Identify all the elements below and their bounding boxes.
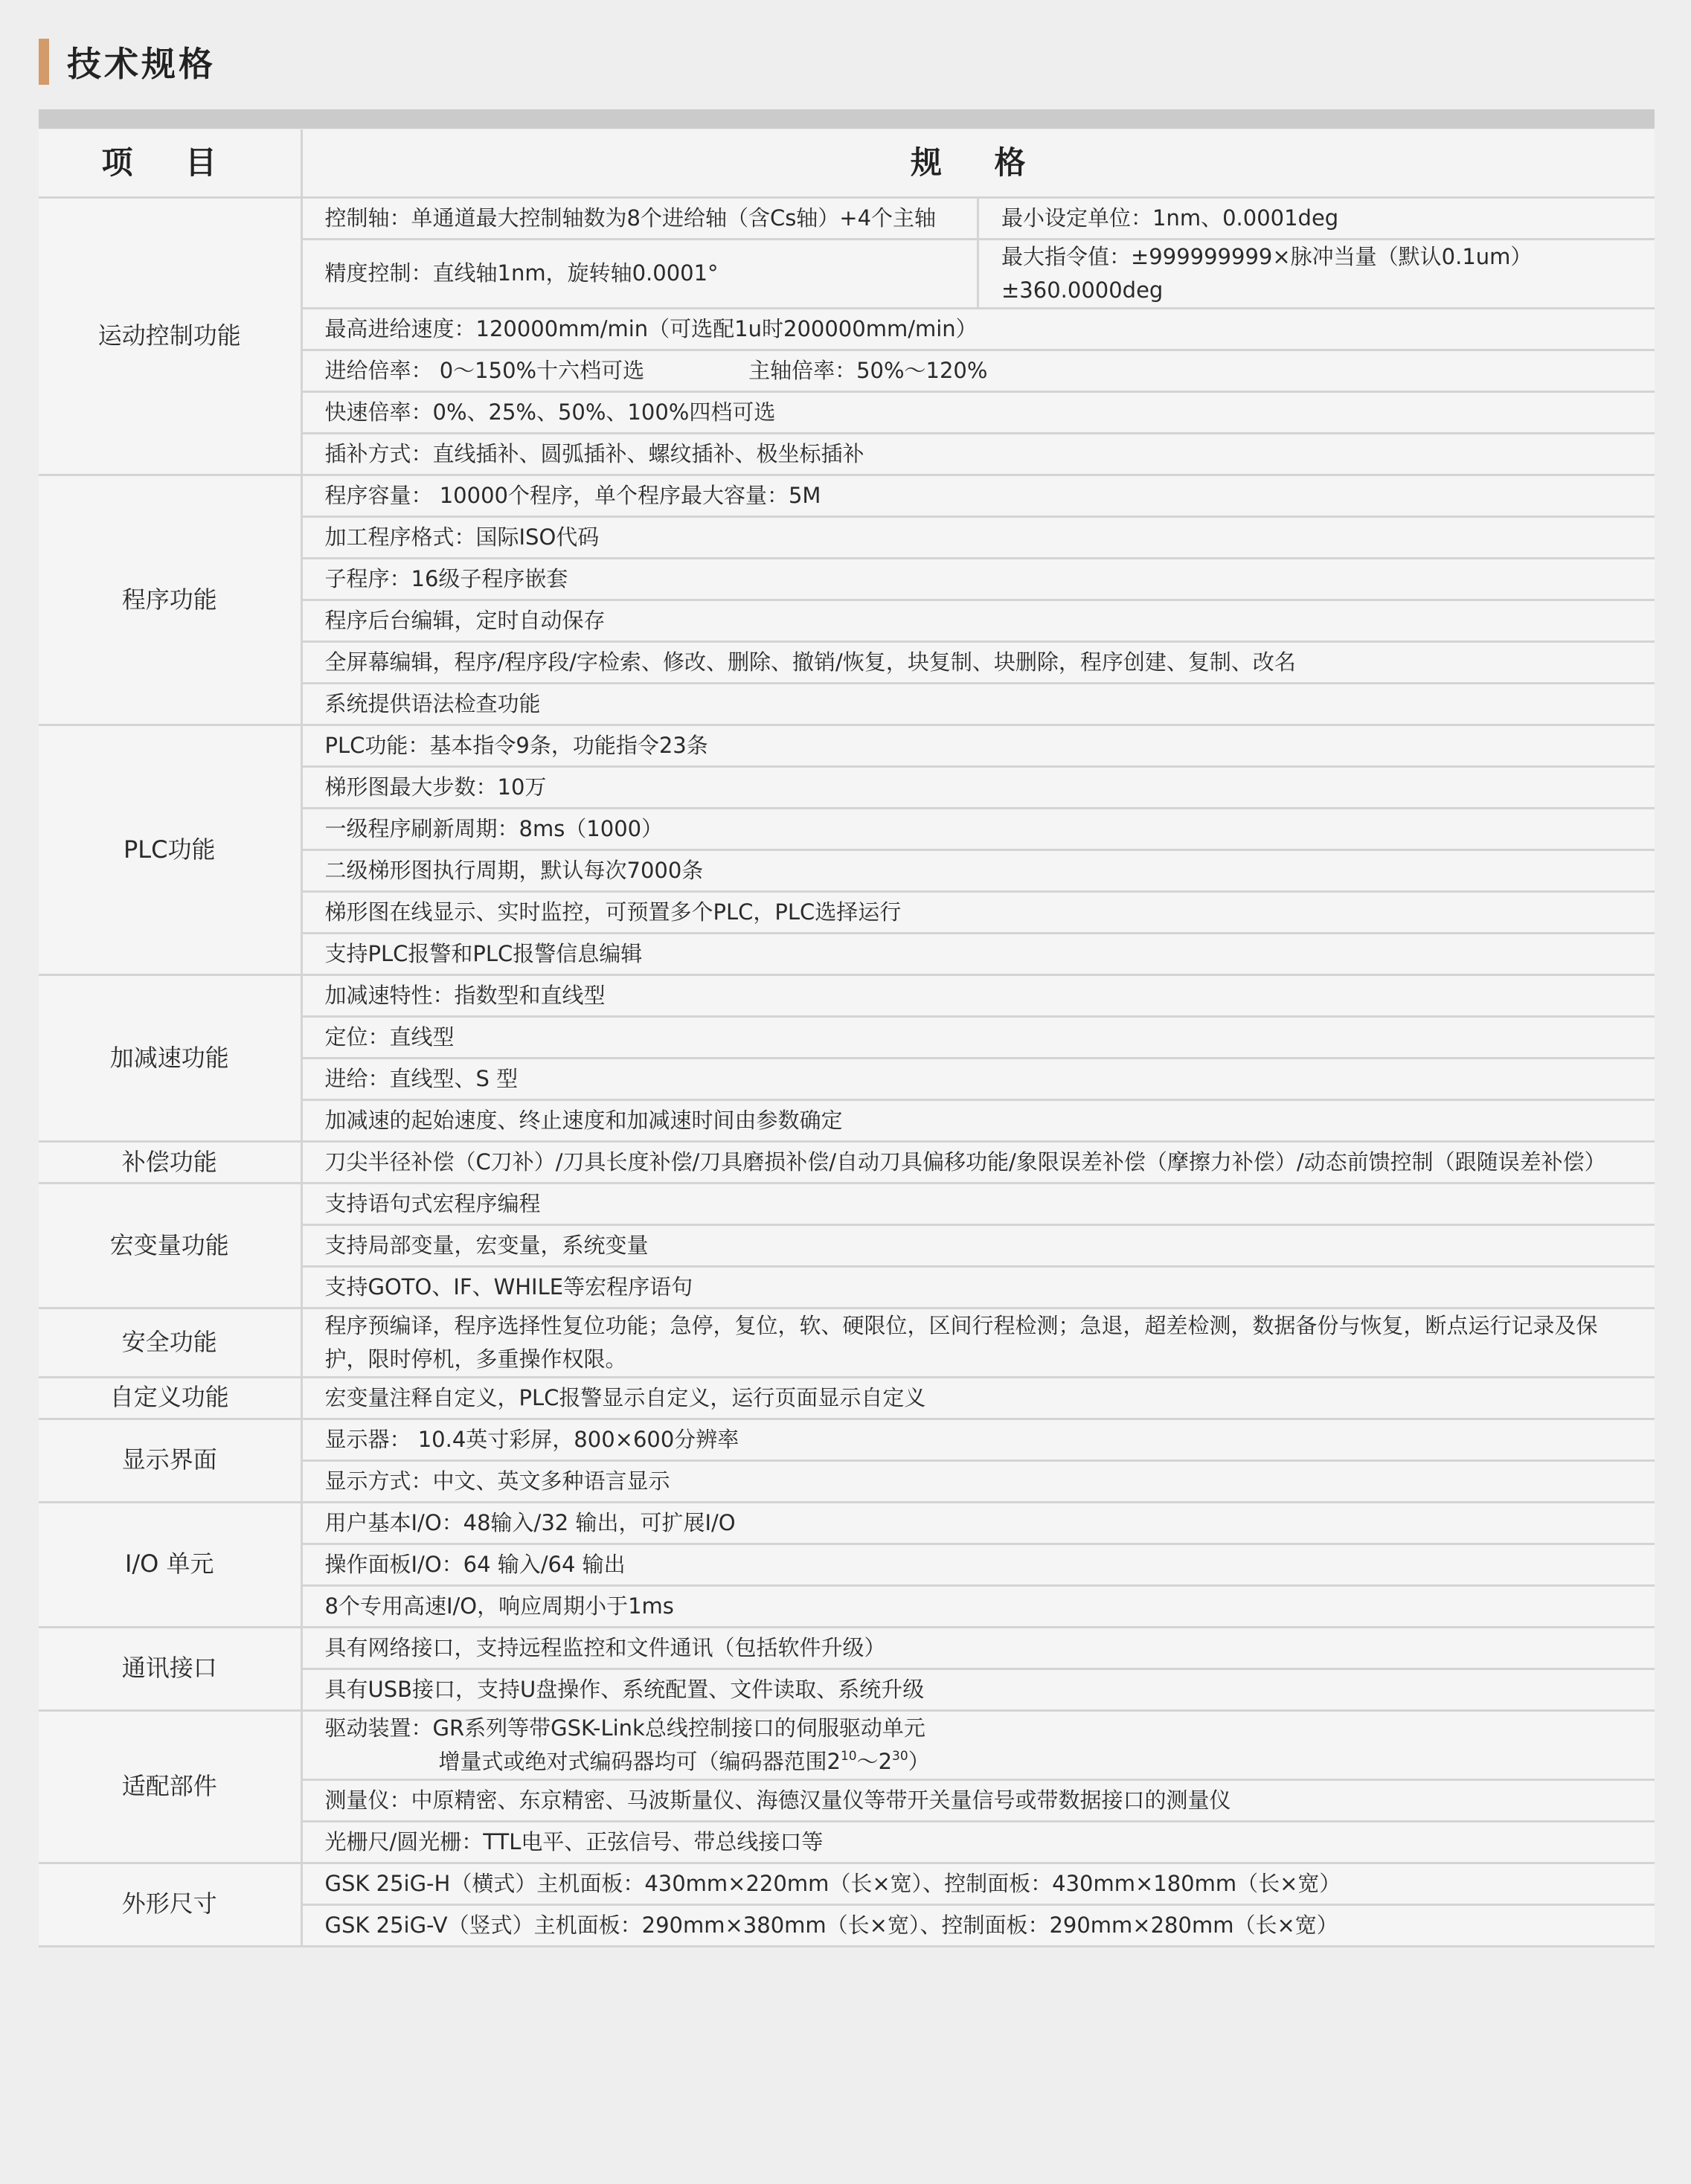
table-row <box>39 475 1655 516</box>
table-row <box>39 1710 1655 1779</box>
category-program: 程序功能 <box>39 475 301 725</box>
drive-text: 驱动装置：GR系列等带GSK-Link总线控制接口的伺服驱动单元 <box>324 1715 925 1741</box>
category-io: I/O 单元 <box>39 1502 301 1627</box>
category-comp: 补偿功能 <box>39 1141 301 1183</box>
spec-cell <box>301 1710 1655 1779</box>
section-header <box>39 39 216 85</box>
table-header-row <box>39 129 1655 198</box>
spec-cell: GSK 25iG-V（竖式）主机面板：290mm×380mm（长×宽）、控制面板：290mm×280mm（长×宽） <box>301 1904 1655 1946</box>
spec-cell <box>301 350 1655 391</box>
spec-cell: 系统提供语法检查功能 <box>301 683 1655 725</box>
spec-cell: 精度控制：直线轴1nm，旋转轴0.0001° <box>301 240 978 309</box>
spec-cell: 二级梯形图执行周期，默认每次7000条 <box>301 849 1655 891</box>
encoder-prefix: 增量式或绝对式编码器均可（编码器范围2 <box>438 1748 841 1774</box>
header-spec: 规 格 <box>301 129 1655 198</box>
spec-cell: 显示器： 10.4英寸彩屏，800×600分辨率 <box>301 1419 1655 1460</box>
table-row <box>39 1183 1655 1224</box>
spec-cell: 加减速特性：指数型和直线型 <box>301 974 1655 1016</box>
header-item: 项 目 <box>39 129 301 198</box>
spec-cell: 进给：直线型、S 型 <box>301 1058 1655 1099</box>
spec-cell: 子程序：16级子程序嵌套 <box>301 558 1655 600</box>
spec-cell: 支持GOTO、IF、WHILE等宏程序语句 <box>301 1266 1655 1308</box>
spec-cell: 最小设定单位：1nm、0.0001deg <box>978 198 1655 240</box>
spec-cell: GSK 25iG-H（横式）主机面板：430mm×220mm（长×宽）、控制面板：430mm×180mm（长×宽） <box>301 1863 1655 1904</box>
table-row <box>39 198 1655 240</box>
spec-cell: 快速倍率：0%、25%、50%、100%四档可选 <box>301 391 1655 433</box>
spec-cell: 梯形图在线显示、实时监控，可预置多个PLC，PLC选择运行 <box>301 891 1655 933</box>
category-parts: 适配部件 <box>39 1710 301 1863</box>
spec-cell: 控制轴：单通道最大控制轴数为8个进给轴（含Cs轴）+4个主轴 <box>301 198 978 240</box>
spec-cell: 加减速的起始速度、终止速度和加减速时间由参数确定 <box>301 1099 1655 1141</box>
table-row <box>39 1308 1655 1377</box>
spec-cell: 光栅尺/圆光栅：TTL电平、正弦信号、带总线接口等 <box>301 1821 1655 1863</box>
encoder-text <box>325 1745 1633 1779</box>
category-safety: 安全功能 <box>39 1308 301 1377</box>
spec-cell: 加工程序格式：国际ISO代码 <box>301 516 1655 558</box>
spec-cell: 操作面板I/O：64 输入/64 输出 <box>301 1544 1655 1585</box>
spec-cell: 一级程序刷新周期：8ms（1000） <box>301 808 1655 849</box>
spec-cell: 程序后台编辑，定时自动保存 <box>301 600 1655 641</box>
table-row <box>39 1141 1655 1183</box>
category-accel: 加减速功能 <box>39 974 301 1141</box>
spec-cell: 8个专用高速I/O，响应周期小于1ms <box>301 1585 1655 1627</box>
spec-cell: 插补方式：直线插补、圆弧插补、螺纹插补、极坐标插补 <box>301 433 1655 475</box>
spec-cell: 支持局部变量，宏变量，系统变量 <box>301 1224 1655 1266</box>
table-row <box>39 1377 1655 1419</box>
table-top-band <box>39 109 1655 129</box>
category-comm: 通讯接口 <box>39 1627 301 1710</box>
category-motion: 运动控制功能 <box>39 198 301 475</box>
spec-cell: 测量仪：中原精密、东京精密、马波斯量仪、海德汉量仪等带开关量信号或带数据接口的测量仪 <box>301 1779 1655 1821</box>
spec-cell: 支持语句式宏程序编程 <box>301 1183 1655 1224</box>
spec-cell: PLC功能：基本指令9条，功能指令23条 <box>301 725 1655 766</box>
page-title: 技术规格 <box>67 44 216 84</box>
table-row <box>39 1863 1655 1904</box>
title-accent-bar <box>39 39 49 85</box>
table-row <box>39 974 1655 1016</box>
encoder-mid: ～2 <box>856 1748 893 1774</box>
spec-cell: 用户基本I/O：48输入/32 输出，可扩展I/O <box>301 1502 1655 1544</box>
spec-cell: 梯形图最大步数：10万 <box>301 766 1655 808</box>
spec-cell: 刀尖半径补偿（C刀补）/刀具长度补偿/刀具磨损补偿/自动刀具偏移功能/象限误差补偿（摩擦力补偿）/动态前馈控制（跟随误差补偿） <box>301 1141 1655 1183</box>
spec-cell: 宏变量注释自定义，PLC报警显示自定义，运行页面显示自定义 <box>301 1377 1655 1419</box>
category-custom: 自定义功能 <box>39 1377 301 1419</box>
category-display: 显示界面 <box>39 1419 301 1502</box>
spec-cell: 具有网络接口，支持远程监控和文件通讯（包括软件升级） <box>301 1627 1655 1668</box>
table-row <box>39 1627 1655 1668</box>
encoder-suffix: ） <box>908 1748 930 1774</box>
spec-cell: 最高进给速度：120000mm/min（可选配1u时200000mm/min） <box>301 308 1655 350</box>
category-macro: 宏变量功能 <box>39 1183 301 1308</box>
spec-cell: 程序容量： 10000个程序，单个程序最大容量：5M <box>301 475 1655 516</box>
table-row <box>39 725 1655 766</box>
encoder-exp1: 10 <box>840 1748 857 1764</box>
category-size: 外形尺寸 <box>39 1863 301 1946</box>
feed-rate-text: 进给倍率： 0～150%十六档可选 <box>324 357 645 383</box>
spec-table <box>39 129 1655 1947</box>
table-row <box>39 1502 1655 1544</box>
spec-cell: 定位：直线型 <box>301 1016 1655 1058</box>
spec-cell: 支持PLC报警和PLC报警信息编辑 <box>301 933 1655 974</box>
spec-cell: 全屏幕编辑，程序/程序段/字检索、修改、删除、撤销/恢复，块复制、块删除，程序创建、复制、改名 <box>301 641 1655 683</box>
category-plc: PLC功能 <box>39 725 301 974</box>
spec-cell: 显示方式：中文、英文多种语言显示 <box>301 1460 1655 1502</box>
spindle-rate-text: 主轴倍率：50%～120% <box>748 357 988 383</box>
spec-cell: 具有USB接口，支持U盘操作、系统配置、文件读取、系统升级 <box>301 1668 1655 1710</box>
encoder-exp2: 30 <box>892 1748 908 1764</box>
spec-cell: 最大指令值：±999999999×脉冲当量（默认0.1um）±360.0000deg <box>978 240 1655 309</box>
table-row <box>39 1419 1655 1460</box>
spec-cell: 程序预编译，程序选择性复位功能；急停，复位，软、硬限位，区间行程检测；急退，超差检测，数据备份与恢复，断点运行记录及保护，限时停机，多重操作权限。 <box>301 1308 1655 1377</box>
